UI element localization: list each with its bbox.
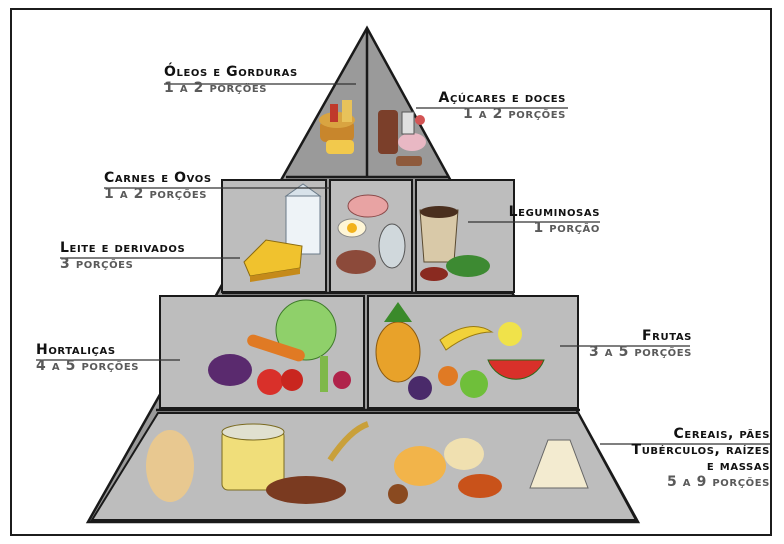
group-name-leite: Leite e derivados	[60, 240, 186, 256]
group-name-cereais-line-3: e massas	[706, 458, 770, 475]
group-name-cereais-line-1: Cereais, pães	[673, 426, 770, 442]
group-portion-cereais: 5 a 9 porções	[666, 474, 770, 491]
group-name-carnes: Carnes e Ovos	[104, 170, 212, 186]
group-name-cereais-line-2: Tubérculos, raízes	[631, 442, 770, 459]
group-label-oleos	[164, 64, 298, 96]
group-name-leguminosas: Leguminosas	[508, 204, 600, 220]
group-portion-acucares: 1 a 2 porções	[462, 106, 566, 123]
group-name-frutas: Frutas	[642, 328, 692, 344]
group-portion-hortalicas: 4 a 5 porções	[36, 358, 140, 375]
group-portion-leguminosas: 1 porção	[533, 220, 600, 237]
group-portion-carnes: 1 a 2 porções	[104, 186, 208, 203]
group-label-frutas	[560, 328, 692, 360]
group-portion-frutas: 3 a 5 porções	[588, 344, 692, 361]
group-name-hortalicas: Hortaliças	[36, 342, 116, 358]
group-label-hortalicas	[36, 342, 139, 374]
group-label-carnes	[104, 170, 212, 202]
group-name-acucares: Açúcares e doces	[438, 90, 566, 106]
group-label-acucares	[410, 90, 566, 122]
group-portion-leite: 3 porções	[60, 256, 134, 273]
group-portion-oleos: 1 a 2 porções	[164, 80, 268, 97]
group-label-leguminosas	[470, 204, 600, 236]
group-label-cereais	[600, 426, 770, 490]
group-label-leite	[60, 240, 185, 272]
group-name-oleos: Óleos e Gorduras	[164, 64, 298, 80]
